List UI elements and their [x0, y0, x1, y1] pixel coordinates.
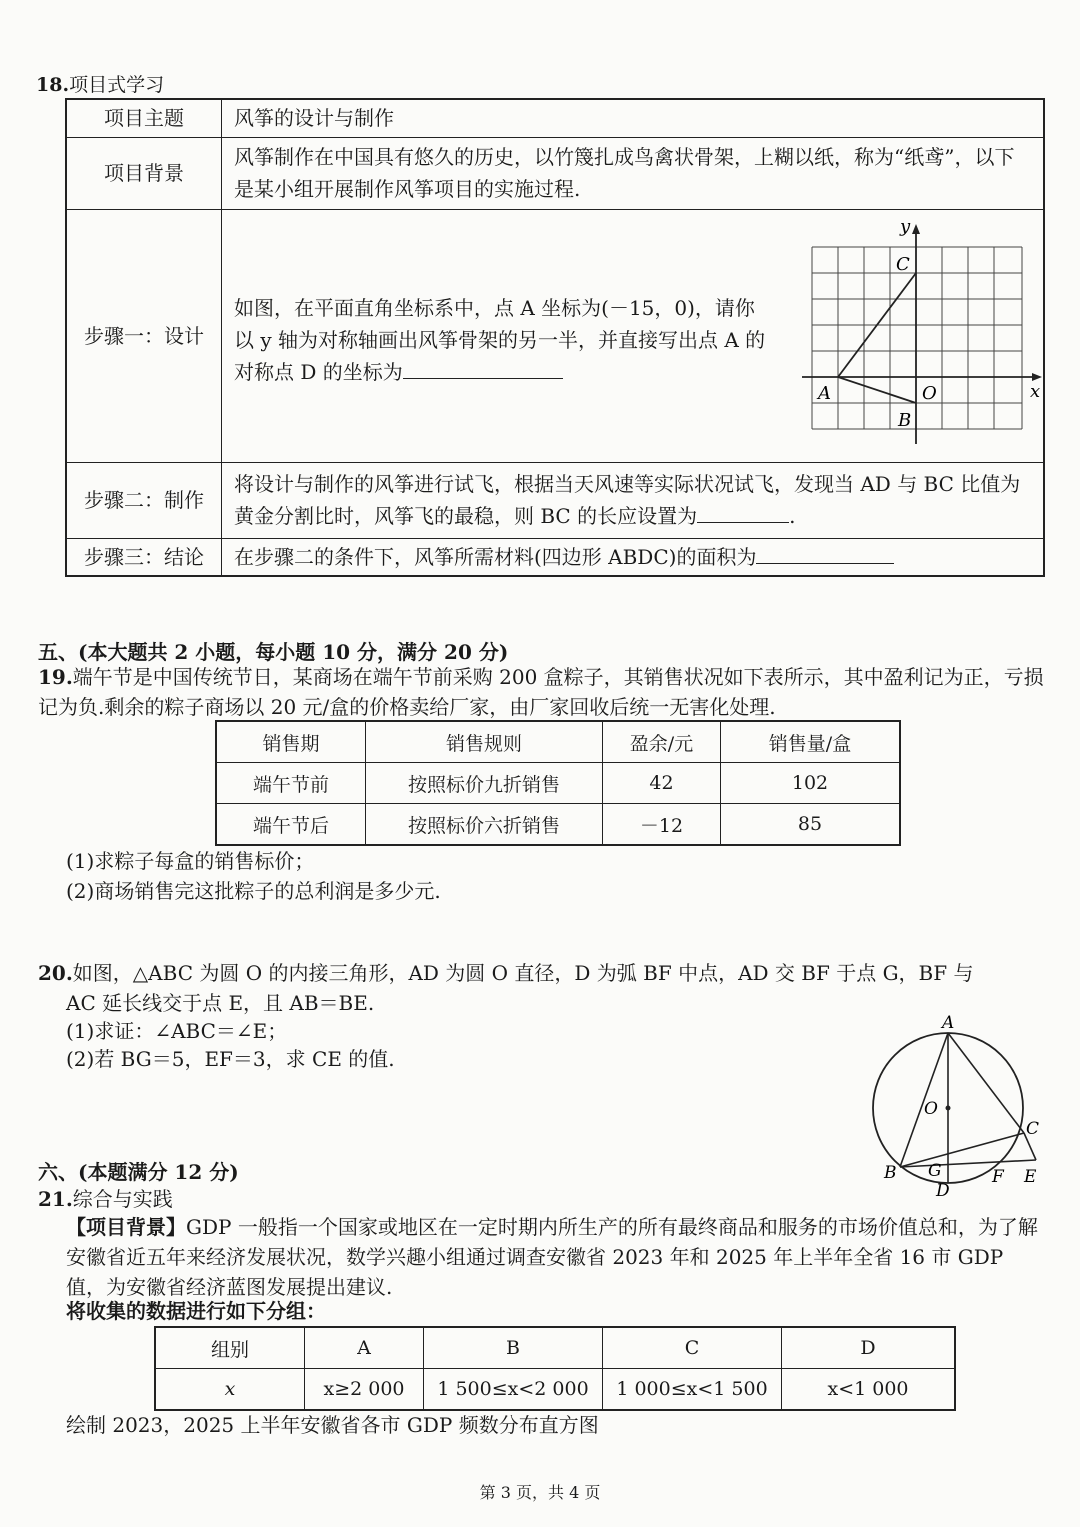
- point-d-label: D: [936, 1181, 950, 1201]
- table-cell: 85: [721, 804, 901, 846]
- table-cell: x: [155, 1369, 305, 1411]
- q19-text: 端午节是中国传统节日，某商场在端午节前采购 200 盒粽子，其销售状况如下表所示，其中盈利记为正，亏损记为负.剩余的粽子商场以 20 元/盒的价格卖给厂家，由厂家回收后统一无害化处理.: [38, 665, 1044, 719]
- y-axis-label: y: [900, 215, 911, 237]
- table-cell: －12: [603, 804, 721, 846]
- q21-background: [66, 1212, 1046, 1302]
- header-cell: B: [424, 1327, 603, 1369]
- section-5-heading: 五、(本大题共 2 小题，每小题 10 分，满分 20 分): [38, 640, 509, 664]
- step1-text: [234, 292, 774, 388]
- header-cell: D: [782, 1327, 956, 1369]
- table-cell: 端午节前: [216, 763, 366, 804]
- table-row: [155, 1327, 955, 1369]
- q19-number: 19.: [38, 665, 73, 689]
- table-cell: 按照标价九折销售: [366, 763, 603, 804]
- center-o-label: O: [924, 1099, 938, 1119]
- q20-line2: AC 延长线交于点 E，且 AB＝BE.: [66, 991, 375, 1015]
- table-cell: 102: [721, 763, 901, 804]
- q18-heading: [36, 70, 164, 97]
- row-content: [222, 538, 1045, 576]
- coordinate-grid: [792, 212, 1052, 460]
- table-cell: 42: [603, 763, 721, 804]
- point-a-label: A: [942, 1013, 955, 1033]
- point-b-label: B: [884, 1163, 897, 1183]
- table-row: [66, 462, 1044, 538]
- q20-sub2: (2)若 BG＝5，EF＝3，求 CE 的值.: [66, 1047, 395, 1071]
- row-content: 风筝制作在中国具有悠久的历史，以竹篾扎成鸟禽状骨架，上糊以纸，称为“纸鸢”，以下是某小组开展制作风筝项目的实施过程.: [222, 137, 1045, 209]
- q21-group-line: 将收集的数据进行如下分组：: [66, 1299, 326, 1323]
- q19-sub1: (1)求粽子每盒的销售标价；: [66, 849, 315, 873]
- header-cell: 销售期: [216, 721, 366, 763]
- table-row: [66, 137, 1044, 209]
- point-c-label: C: [1026, 1119, 1040, 1139]
- q21-title: 综合与实践: [72, 1187, 173, 1211]
- q19-sub2: (2)商场销售完这批粽子的总利润是多少元.: [66, 879, 441, 903]
- table-row: [155, 1369, 955, 1411]
- table-cell: x<1 000: [782, 1369, 956, 1411]
- q20-number: 20.: [38, 961, 73, 985]
- table-row: [66, 209, 1044, 462]
- row-content: 风筝的设计与制作: [222, 99, 1045, 137]
- table-cell: 按照标价六折销售: [366, 804, 603, 846]
- row-content: 将设计与制作的风筝进行试飞，根据当天风速等实际状况试飞，发现当 AD 与 BC 比值为黄金分割比时，风筝飞的最稳，则 BC 的长应设置为 .: [222, 462, 1045, 538]
- q19-table: [215, 720, 901, 846]
- point-b-label: B: [898, 409, 912, 431]
- step1-text-body: 如图，在平面直角坐标系中，点 A 坐标为(－15，0)，请你以 y 轴为对称轴画出风筝骨架的另一半，并直接写出点 A 的对称点 D 的坐标为: [234, 295, 766, 384]
- section-6-heading: 六、(本题满分 12 分): [38, 1160, 239, 1184]
- header-cell: A: [305, 1327, 424, 1369]
- row-label: 步骤一：设计: [66, 209, 222, 462]
- answer-blank-d[interactable]: [403, 356, 563, 379]
- q21-table: [154, 1326, 956, 1411]
- answer-blank-area[interactable]: [756, 541, 894, 564]
- q20-text: 如图，△ABC 为圆 O 的内接三角形，AD 为圆 O 直径，D 为弧 BF 中点，AD 交 BF 于点 G，BF 与: [72, 961, 974, 985]
- header-cell: C: [603, 1327, 782, 1369]
- header-cell: 组别: [155, 1327, 305, 1369]
- q21-bg-text: GDP 一般指一个国家或地区在一定时期内所生产的所有最终商品和服务的市场价值总和，为了解安徽省近五年来经济发展状况，数学兴趣小组通过调查安徽省 2023 年和 2025 年上半年全省 16 市 GDP 值，为安徽省经济蓝图发展提出建议.: [66, 1215, 1038, 1299]
- step3-text: 在步骤二的条件下，风筝所需材料(四边形 ABDC)的面积为: [234, 544, 757, 569]
- header-cell: 盈余/元: [603, 721, 721, 763]
- q20-line1: [38, 958, 1048, 988]
- table-cell: 端午节后: [216, 804, 366, 846]
- answer-blank-bc[interactable]: [697, 500, 789, 523]
- x-axis-label: x: [1030, 380, 1041, 402]
- row-label: 步骤三：结论: [66, 538, 222, 576]
- table-cell: 1 500≤x<2 000: [424, 1369, 603, 1411]
- table-cell: x≥2 000: [305, 1369, 424, 1411]
- table-row: [216, 763, 900, 804]
- q21-number: 21.: [38, 1187, 73, 1211]
- q21-heading: [38, 1184, 173, 1214]
- q18-number: 18.: [36, 74, 70, 96]
- step2-text: 将设计与制作的风筝进行试飞，根据当天风速等实际状况试飞，发现当 AD 与 BC 比值为黄金分割比时，风筝飞的最稳，则 BC 的长应设置为: [234, 472, 1021, 528]
- table-cell: 1 000≤x<1 500: [603, 1369, 782, 1411]
- header-cell: 销售规则: [366, 721, 603, 763]
- q18-table: [65, 98, 1045, 577]
- q20-circle-figure: [868, 1010, 1048, 1202]
- q21-last-line: 绘制 2023，2025 上半年安徽省各市 GDP 频数分布直方图: [66, 1413, 599, 1437]
- point-g-label: G: [928, 1161, 942, 1181]
- q18-title: 项目式学习: [69, 74, 165, 96]
- table-row: [216, 804, 900, 846]
- row-label: 项目主题: [66, 99, 222, 137]
- q21-bg-tag: 【项目背景】: [66, 1215, 186, 1239]
- row-label: 步骤二：制作: [66, 462, 222, 538]
- table-row: [66, 538, 1044, 576]
- page-footer: 第 3 页，共 4 页: [479, 1483, 601, 1502]
- point-a-label: A: [818, 382, 831, 404]
- header-cell: 销售量/盒: [721, 721, 901, 763]
- table-row: [66, 99, 1044, 137]
- row-label: 项目背景: [66, 137, 222, 209]
- origin-label: O: [922, 382, 937, 404]
- point-c-label: C: [896, 253, 910, 275]
- row-content: [222, 209, 1045, 462]
- point-e-label: E: [1024, 1167, 1037, 1187]
- point-f-label: F: [992, 1167, 1004, 1187]
- table-row: [216, 721, 900, 763]
- q20-sub1: (1)求证：∠ABC＝∠E；: [66, 1019, 288, 1043]
- q19-stem: [38, 662, 1048, 722]
